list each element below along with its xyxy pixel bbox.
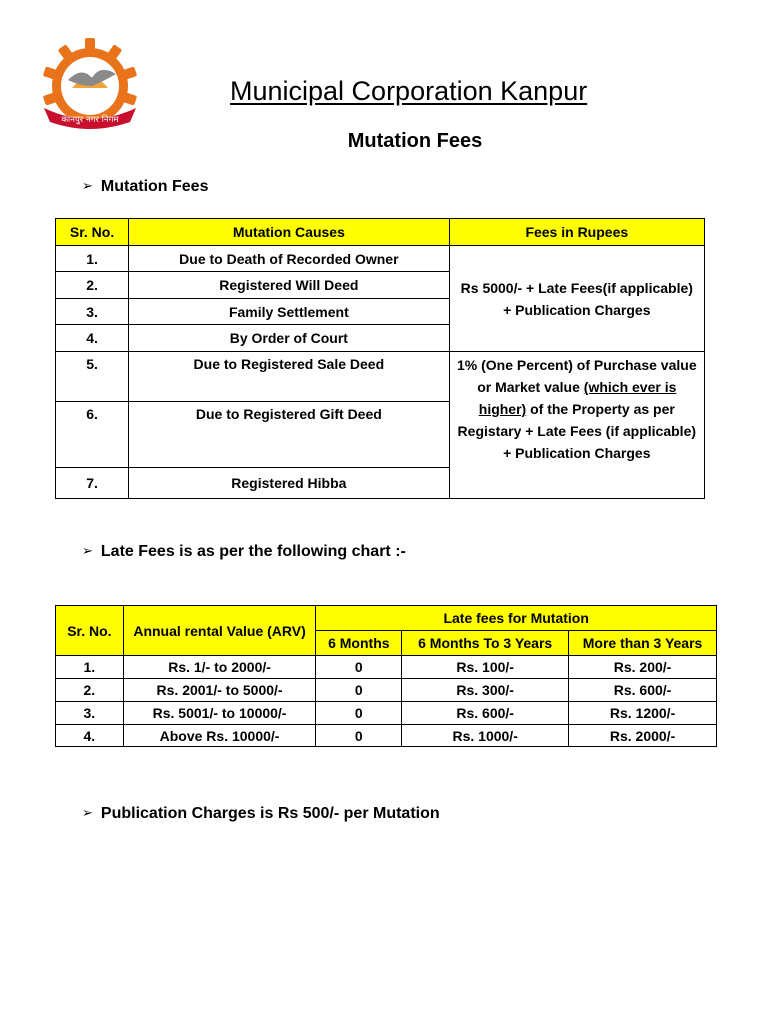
section-heading-text: Late Fees is as per the following chart :- xyxy=(100,543,406,560)
table-row xyxy=(56,352,705,402)
arv-cell: Rs. 1/- to 2000/- xyxy=(123,656,316,679)
logo-hindi-text: कानपुर नगर निगम xyxy=(61,115,119,125)
arrow-bullet-icon: ➢ xyxy=(82,805,93,820)
fee-over-3y-cell: Rs. 2000/- xyxy=(569,725,717,747)
cause-cell: Registered Hibba xyxy=(129,468,449,499)
table-row xyxy=(56,725,717,747)
sr-no-cell: 4. xyxy=(56,325,129,352)
column-header: 6 Months To 3 Years xyxy=(402,631,569,656)
cause-cell: Registered Will Deed xyxy=(129,272,449,299)
fee-text-underlined: (which ever is higher) xyxy=(478,379,677,417)
section-heading-publication-charges xyxy=(82,805,440,823)
arrow-bullet-icon: ➢ xyxy=(82,543,93,558)
cause-cell: Due to Registered Sale Deed xyxy=(129,352,449,402)
fee-6-months-cell: 0 xyxy=(316,679,402,702)
column-header: Mutation Causes xyxy=(129,219,449,246)
fee-6m-3y-cell: Rs. 600/- xyxy=(402,702,569,725)
fee-cell-group-1: Rs 5000/- + Late Fees(if applicable) + Publication Charges xyxy=(449,246,704,352)
table-header-row xyxy=(56,606,717,631)
fee-over-3y-cell: Rs. 1200/- xyxy=(569,702,717,725)
arv-cell: Above Rs. 10000/- xyxy=(123,725,316,747)
sr-no-cell: 2. xyxy=(56,679,124,702)
table-row xyxy=(56,702,717,725)
arrow-bullet-icon: ➢ xyxy=(82,178,93,193)
fee-cell-group-2 xyxy=(449,352,704,499)
section-heading-text: Publication Charges is Rs 500/- per Mutation xyxy=(100,805,440,822)
cause-cell: By Order of Court xyxy=(129,325,449,352)
fee-6m-3y-cell: Rs. 300/- xyxy=(402,679,569,702)
mutation-fees-table xyxy=(55,218,705,499)
arv-cell: Rs. 5001/- to 10000/- xyxy=(123,702,316,725)
column-header: 6 Months xyxy=(316,631,402,656)
sr-no-cell: 4. xyxy=(56,725,124,747)
cause-cell: Due to Registered Gift Deed xyxy=(129,402,449,468)
table-row xyxy=(56,679,717,702)
cause-cell: Due to Death of Recorded Owner xyxy=(129,246,449,272)
cause-cell: Family Settlement xyxy=(129,299,449,325)
table-row xyxy=(56,246,705,272)
column-group-header: Late fees for Mutation xyxy=(316,606,717,631)
column-header: Fees in Rupees xyxy=(449,219,704,246)
table-header-row xyxy=(56,219,705,246)
column-header: Sr. No. xyxy=(56,219,129,246)
section-heading-mutation-fees xyxy=(82,178,208,196)
fee-text: of the Property as per Registary + Late Fees (if applicable) + Publication Charges xyxy=(457,401,697,461)
table-row xyxy=(56,656,717,679)
kanpur-municipal-logo xyxy=(34,36,146,132)
sr-no-cell: 1. xyxy=(56,656,124,679)
column-header: Sr. No. xyxy=(56,606,124,656)
section-heading-text: Mutation Fees xyxy=(100,178,209,195)
fee-6m-3y-cell: Rs. 1000/- xyxy=(402,725,569,747)
sr-no-cell: 6. xyxy=(56,402,129,468)
fee-over-3y-cell: Rs. 200/- xyxy=(569,656,717,679)
section-heading-late-fees xyxy=(82,543,406,561)
arv-cell: Rs. 2001/- to 5000/- xyxy=(123,679,316,702)
sr-no-cell: 7. xyxy=(56,468,129,499)
fee-6-months-cell: 0 xyxy=(316,725,402,747)
sr-no-cell: 2. xyxy=(56,272,129,299)
column-header: More than 3 Years xyxy=(569,631,717,656)
fee-over-3y-cell: Rs. 600/- xyxy=(569,679,717,702)
sr-no-cell: 1. xyxy=(56,246,129,272)
sr-no-cell: 3. xyxy=(56,702,124,725)
fee-text: 1% (One Percent) of Purchase value or Market value xyxy=(456,357,697,395)
page-subtitle: Mutation Fees xyxy=(347,130,483,152)
column-header: Annual rental Value (ARV) xyxy=(123,606,316,656)
sr-no-cell: 5. xyxy=(56,352,129,402)
fee-6m-3y-cell: Rs. 100/- xyxy=(402,656,569,679)
late-fees-table xyxy=(55,605,717,747)
fee-6-months-cell: 0 xyxy=(316,702,402,725)
fee-6-months-cell: 0 xyxy=(316,656,402,679)
sr-no-cell: 3. xyxy=(56,299,129,325)
page-title: Municipal Corporation Kanpur xyxy=(230,76,588,106)
